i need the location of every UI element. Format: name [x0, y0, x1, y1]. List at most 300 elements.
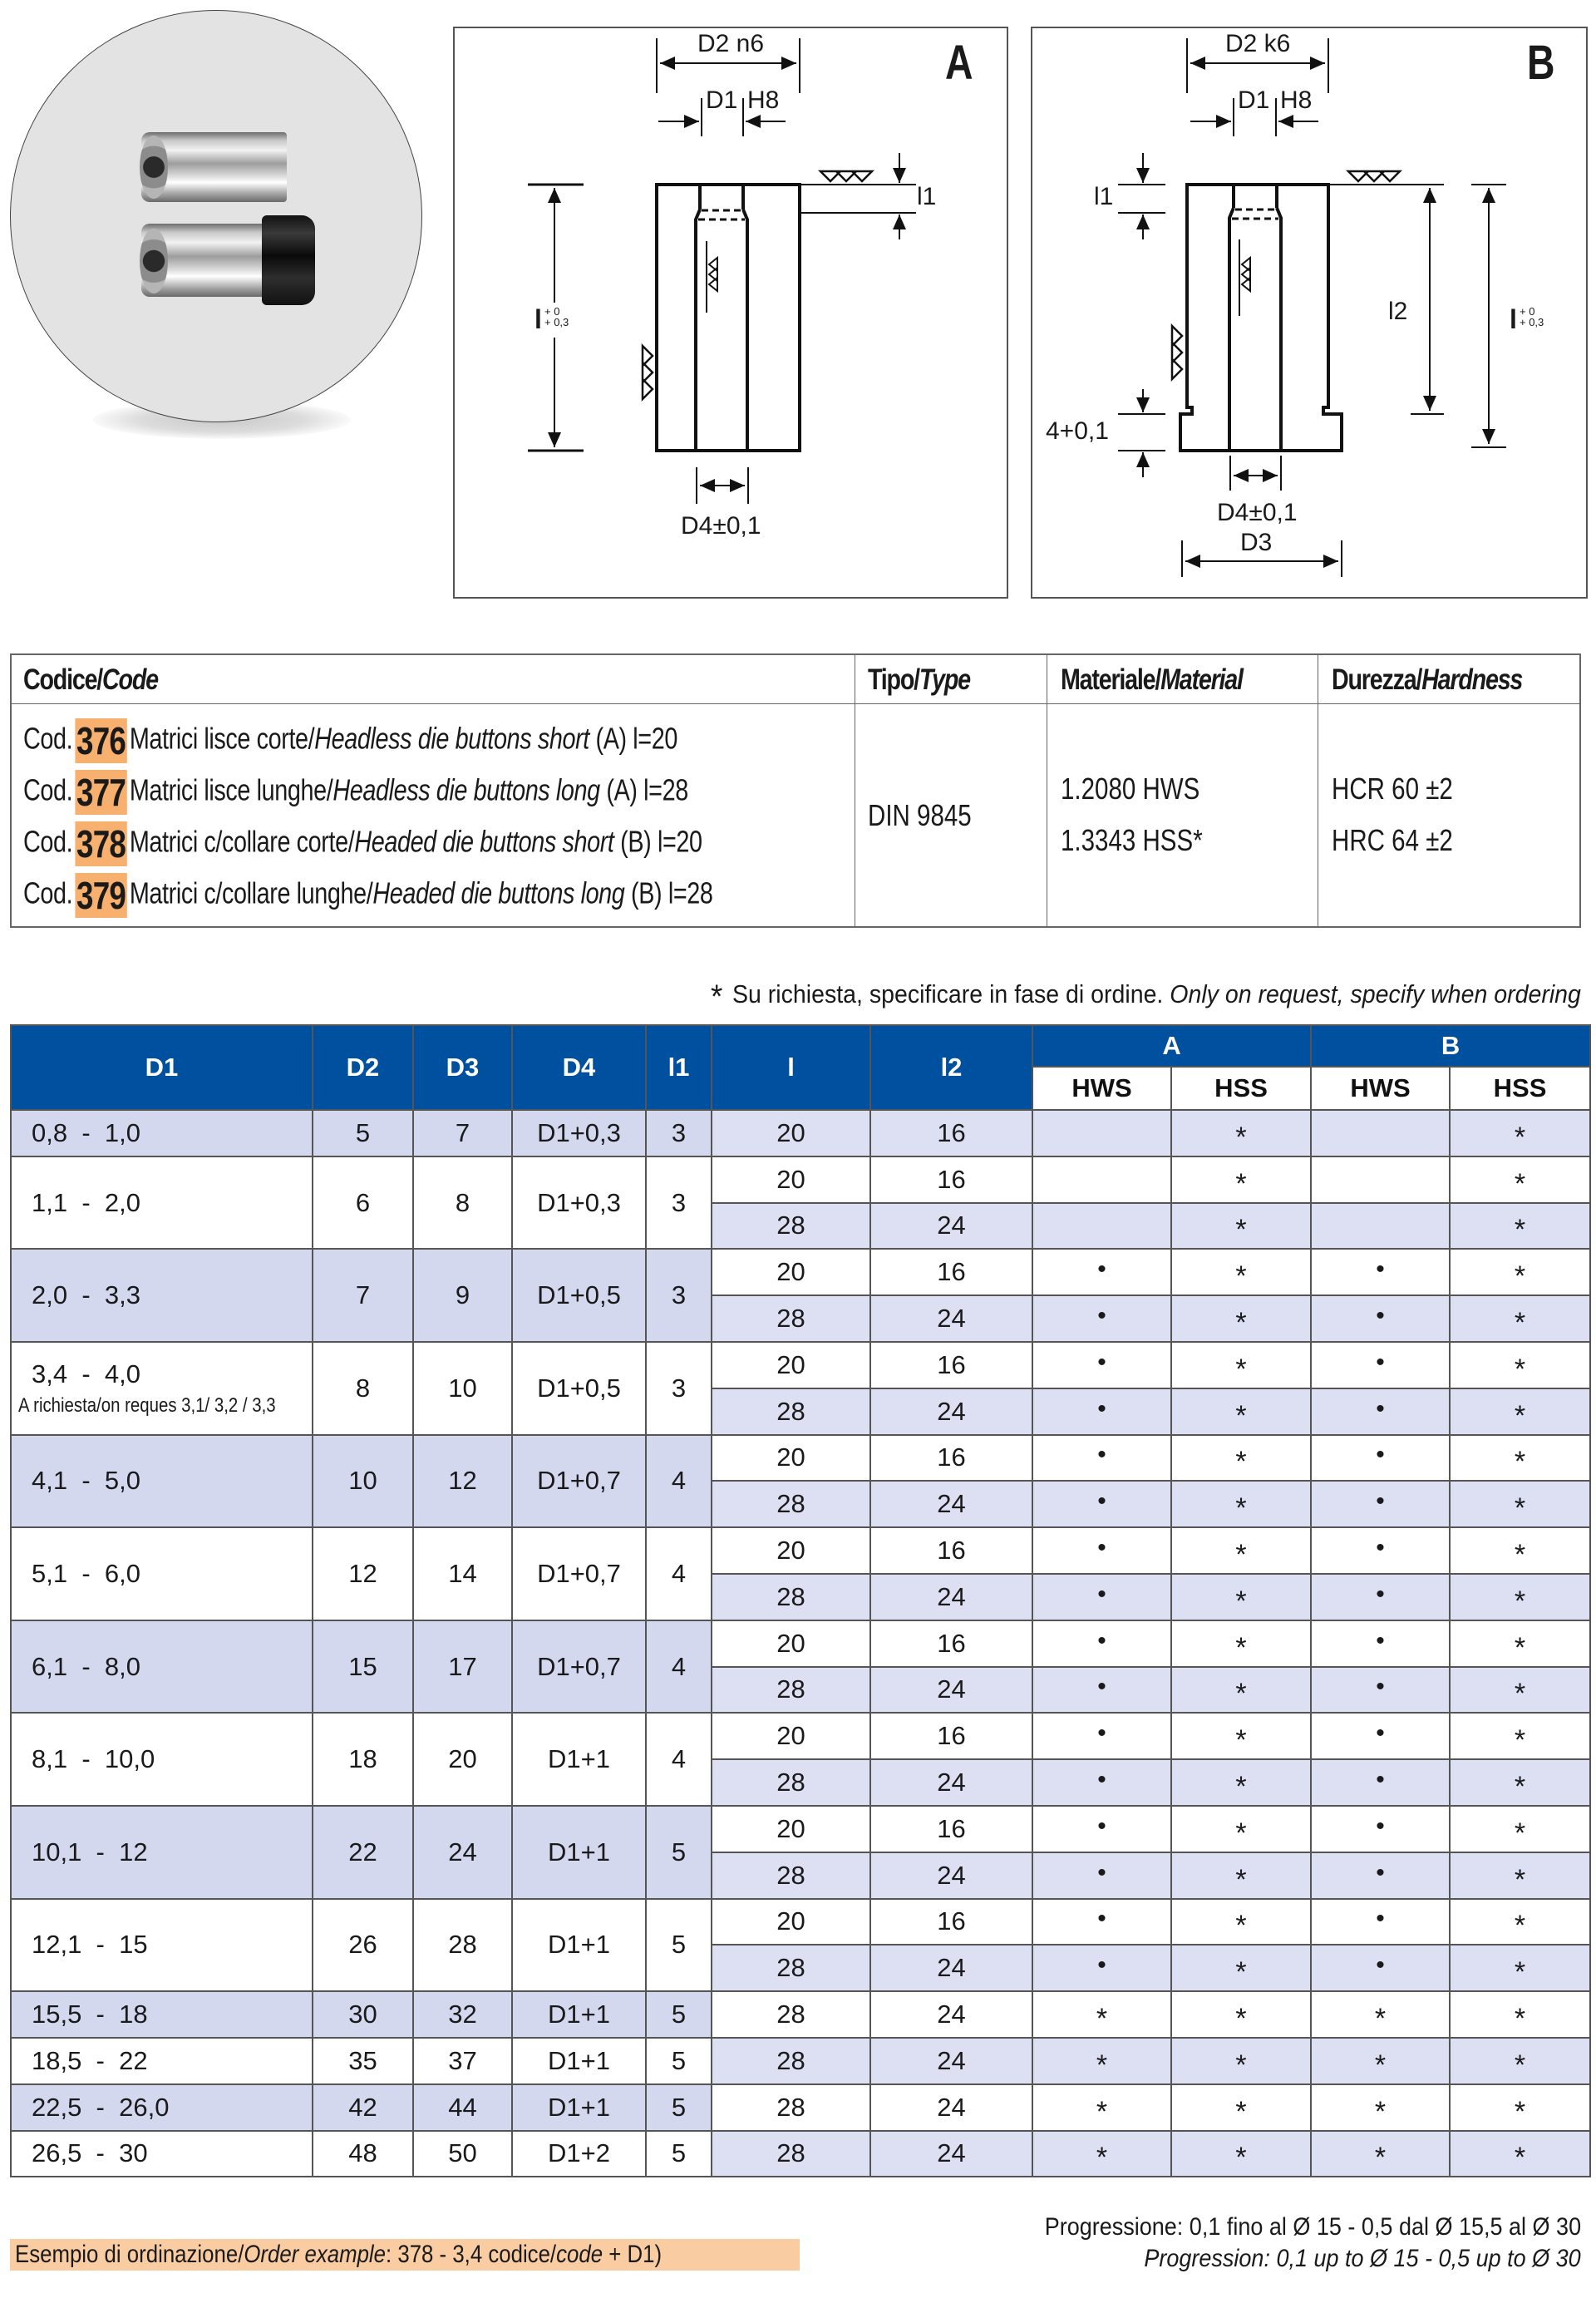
- header-b-hws: HWS: [1311, 1067, 1450, 1110]
- on-request-star-icon: *: [1235, 2049, 1247, 2081]
- on-request-star-icon: *: [1374, 2003, 1387, 2035]
- cell-d3-value: 9: [455, 1280, 470, 1310]
- cell-l1-value: 5: [671, 2000, 687, 2029]
- code-number: 376: [76, 719, 126, 762]
- cell-l2: [870, 1806, 1032, 1852]
- header-d1: D1: [11, 1025, 313, 1110]
- available-dot-icon: •: [1097, 1766, 1106, 1794]
- on-request-star-icon: *: [1235, 1399, 1247, 1432]
- cell-d2-value: 15: [348, 1651, 377, 1681]
- code-suffix: (B) l=20: [620, 824, 702, 859]
- on-request-star-icon: *: [1235, 1167, 1247, 1200]
- cell-d1: [11, 1435, 313, 1528]
- cell-b-hss: [1450, 1388, 1590, 1435]
- cell-b-hws: [1311, 1574, 1450, 1620]
- cell-l: [712, 1295, 870, 1342]
- cell-a-hws: [1032, 1759, 1171, 1806]
- code-desc-it: Matrici lisce corte/: [129, 721, 315, 756]
- cell-a-hss: [1171, 1388, 1311, 1435]
- cell-a-hws: [1032, 2038, 1171, 2084]
- cell-l1-value: 3: [671, 1373, 687, 1403]
- available-dot-icon: •: [1097, 1673, 1106, 1701]
- cell-a-hss: [1171, 1759, 1311, 1806]
- cell-l1-value: 3: [671, 1117, 687, 1147]
- cell-l2: [870, 1759, 1032, 1806]
- header-material-en: Material: [1160, 663, 1243, 696]
- available-dot-icon: •: [1376, 1673, 1385, 1701]
- product-photo: [10, 10, 422, 422]
- cell-d4-value: D1+1: [548, 2092, 610, 2122]
- cell-d4: [512, 1527, 646, 1620]
- cell-value: 24: [937, 2045, 966, 2075]
- on-request-star-icon: *: [1514, 1631, 1526, 1664]
- cell-d4-value: D1+0,5: [537, 1280, 621, 1310]
- cell-a-hws: [1032, 1249, 1171, 1295]
- on-request-star-icon: *: [1514, 1678, 1526, 1710]
- cell-d2-value: 42: [348, 2092, 377, 2122]
- cell-d3: [413, 1110, 512, 1156]
- cell-a-hss: [1171, 2131, 1311, 2177]
- cell-d1: [11, 1156, 313, 1250]
- bore-end-icon: [140, 136, 168, 199]
- on-request-star-icon: *: [1235, 1956, 1247, 1989]
- cell-d4-value: D1+1: [548, 1744, 610, 1774]
- code-row-376: [23, 718, 677, 763]
- cell-l2: [870, 1667, 1032, 1714]
- header-d4: D4: [512, 1025, 646, 1110]
- header-type: [868, 663, 970, 697]
- cell-a-hss: [1171, 1899, 1311, 1945]
- available-dot-icon: •: [1376, 1580, 1385, 1608]
- available-dot-icon: •: [1097, 1487, 1106, 1516]
- cell-a-hws: [1032, 1110, 1171, 1156]
- cell-d2-value: 35: [348, 2045, 377, 2075]
- cell-l1-value: 4: [671, 1744, 687, 1774]
- cell-a-hws: [1032, 1574, 1171, 1620]
- cell-d3: [413, 1620, 512, 1714]
- on-request-star-icon: *: [1235, 1631, 1247, 1664]
- cell-value: 28: [776, 2092, 805, 2122]
- cell-l1-value: 4: [671, 1558, 687, 1588]
- header-type-it: Tipo/: [868, 663, 919, 696]
- tol-bottom: + 0,3: [544, 316, 569, 328]
- cell-value: 28: [776, 1396, 805, 1426]
- cell-value: 28: [776, 1768, 805, 1797]
- cell-d2: [313, 1156, 413, 1250]
- cell-value: 24: [937, 1674, 966, 1704]
- cell-l: [712, 1667, 870, 1714]
- available-dot-icon: •: [1376, 1858, 1385, 1886]
- material-hws: 1.2080 HWS: [1061, 772, 1200, 806]
- cell-b-hss: [1450, 1295, 1590, 1342]
- cell-b-hws: [1311, 1388, 1450, 1435]
- cell-d2: [313, 1713, 413, 1806]
- cell-value: 20: [776, 1721, 805, 1751]
- diagram-a: [453, 27, 1008, 599]
- on-request-star-icon: *: [1374, 2142, 1387, 2174]
- code-suffix: (A) l=20: [595, 721, 677, 756]
- cell-value: 16: [937, 1442, 966, 1472]
- cell-value: 28: [776, 1860, 805, 1890]
- order-example-text: [15, 2239, 662, 2271]
- on-request-star-icon: *: [1235, 1863, 1247, 1896]
- header-divider: [12, 703, 1579, 704]
- cell-d3: [413, 2084, 512, 2131]
- cell-b-hss: [1450, 1574, 1590, 1620]
- footnote: [711, 979, 1581, 1016]
- cell-d2-value: 26: [348, 1930, 377, 1960]
- table-row: [11, 1899, 1590, 1945]
- cell-d3-value: 50: [448, 2138, 477, 2168]
- cell-b-hws: [1311, 1806, 1450, 1852]
- cell-l1: [646, 1156, 712, 1250]
- cell-a-hss: [1171, 1945, 1311, 1991]
- code-desc-it: Matrici lisce lunghe/: [129, 772, 333, 807]
- dim-l-tol: [544, 306, 569, 328]
- cell-d4-value: D1+0,3: [537, 1187, 621, 1217]
- on-request-star-icon: *: [1514, 1910, 1526, 1942]
- tol-top: + 0: [544, 305, 560, 318]
- cell-d2: [313, 2084, 413, 2131]
- cell-d1-value: 15,5 - 18: [32, 2000, 148, 2029]
- on-request-star-icon: *: [1514, 1817, 1526, 1849]
- cell-b-hss: [1450, 2038, 1590, 2084]
- cell-l: [712, 2131, 870, 2177]
- available-dot-icon: •: [1376, 1255, 1385, 1284]
- cell-d1-value: 3,4 - 4,0: [32, 1359, 140, 1388]
- on-request-star-icon: *: [1235, 2003, 1247, 2035]
- cell-d2: [313, 1806, 413, 1899]
- cell-d1: [11, 1899, 313, 1992]
- cell-d1-value: 26,5 - 30: [32, 2138, 148, 2168]
- diagram-b: [1031, 27, 1588, 599]
- cell-l1: [646, 1713, 712, 1806]
- cell-l2: [870, 1945, 1032, 1991]
- cell-b-hss: [1450, 1806, 1590, 1852]
- cell-l: [712, 1342, 870, 1388]
- code-prefix: Cod.: [23, 772, 73, 807]
- cell-l1: [646, 1991, 712, 2038]
- on-request-star-icon: *: [1514, 2049, 1526, 2081]
- cell-d2: [313, 2038, 413, 2084]
- cell-d4-value: D1+0,3: [537, 1117, 621, 1147]
- cell-d1-value: 18,5 - 22: [32, 2045, 148, 2075]
- cell-b-hws: [1311, 1620, 1450, 1667]
- code-number: 378: [76, 822, 126, 865]
- code-row-378: [23, 821, 702, 866]
- cell-b-hws: [1311, 1945, 1450, 1991]
- cell-d1: [11, 1991, 313, 2038]
- cell-b-hss: [1450, 1899, 1590, 1945]
- cell-b-hss: [1450, 1527, 1590, 1574]
- cell-value: 28: [776, 1304, 805, 1334]
- cell-b-hss: [1450, 1481, 1590, 1527]
- cell-d1-value: 22,5 - 26,0: [32, 2092, 170, 2122]
- on-request-star-icon: *: [1235, 1585, 1247, 1617]
- cell-value: 16: [937, 1813, 966, 1843]
- order-example: [10, 2239, 800, 2271]
- available-dot-icon: •: [1376, 1487, 1385, 1516]
- cell-b-hss: [1450, 1203, 1590, 1250]
- header-d2: D2: [313, 1025, 413, 1110]
- dim-l2: l2: [1388, 298, 1408, 325]
- header-code: [23, 663, 158, 697]
- bore-end-icon: [140, 229, 168, 293]
- cell-value: 20: [776, 1164, 805, 1194]
- cell-d4: [512, 1249, 646, 1342]
- cell-d4-value: D1+0,5: [537, 1373, 621, 1403]
- cell-a-hss: [1171, 1249, 1311, 1295]
- cell-d1-value: 0,8 - 1,0: [32, 1117, 140, 1147]
- order-it: Esempio di ordinazione/: [15, 2241, 244, 2268]
- cell-a-hss: [1171, 1991, 1311, 2038]
- cell-b-hws: [1311, 1435, 1450, 1482]
- on-request-star-icon: *: [1514, 1353, 1526, 1385]
- cell-a-hws: [1032, 1295, 1171, 1342]
- cell-b-hss: [1450, 2131, 1590, 2177]
- cell-l: [712, 1203, 870, 1250]
- cell-b-hws: [1311, 1249, 1450, 1295]
- cell-b-hws: [1311, 1203, 1450, 1250]
- available-dot-icon: •: [1376, 1626, 1385, 1654]
- cell-l2: [870, 1249, 1032, 1295]
- cell-b-hss: [1450, 1667, 1590, 1714]
- cell-value: 20: [776, 1257, 805, 1287]
- cell-l2: [870, 1481, 1032, 1527]
- on-request-star-icon: *: [1235, 1678, 1247, 1710]
- dim-l-label: l: [1510, 304, 1517, 334]
- on-request-star-icon: *: [1096, 2142, 1108, 2174]
- on-request-star-icon: *: [1235, 1307, 1247, 1339]
- cell-d3: [413, 1713, 512, 1806]
- progression-en: Progression: 0,1 up to Ø 15 - 0,5 up to Ø 30: [1144, 2245, 1581, 2272]
- header-material: [1061, 663, 1243, 697]
- code-row-379: [23, 873, 712, 918]
- dim-d1: D1: [1238, 86, 1270, 114]
- cell-l1-value: 5: [671, 2045, 687, 2075]
- on-request-star-icon: *: [1514, 1307, 1526, 1339]
- cell-d4-value: D1+0,7: [537, 1466, 621, 1496]
- available-dot-icon: •: [1376, 1812, 1385, 1840]
- cell-value: 24: [937, 1953, 966, 1983]
- table-row: [11, 1435, 1590, 1482]
- cell-l2: [870, 1620, 1032, 1667]
- cell-l1: [646, 1620, 712, 1714]
- cell-a-hss: [1171, 1481, 1311, 1527]
- cell-b-hws: [1311, 1342, 1450, 1388]
- header-l1: l1: [646, 1025, 712, 1110]
- cell-b-hss: [1450, 2084, 1590, 2131]
- cell-b-hws: [1311, 1481, 1450, 1527]
- cell-d2-value: 12: [348, 1558, 377, 1588]
- code-desc-it: Matrici c/collare corte/: [129, 824, 355, 859]
- on-request-star-icon: *: [1514, 1121, 1526, 1153]
- dim-h8: H8: [1280, 86, 1313, 114]
- cell-d3-value: 44: [448, 2092, 477, 2122]
- cell-l: [712, 1156, 870, 1203]
- cell-d4: [512, 1899, 646, 1992]
- cell-value: 16: [937, 1257, 966, 1287]
- table-row: [11, 1249, 1590, 1295]
- cell-l: [712, 1110, 870, 1156]
- cell-b-hws: [1311, 1110, 1450, 1156]
- cell-value: 16: [937, 1628, 966, 1658]
- header-l2: l2: [870, 1025, 1032, 1110]
- on-request-star-icon: *: [1514, 1399, 1526, 1432]
- cell-a-hws: [1032, 1527, 1171, 1574]
- on-request-star-icon: *: [1235, 2095, 1247, 2128]
- cell-d1: [11, 2084, 313, 2131]
- cell-d4: [512, 1342, 646, 1435]
- cell-d3: [413, 1991, 512, 2038]
- header-material-it: Materiale/: [1061, 663, 1161, 696]
- available-dot-icon: •: [1097, 1348, 1106, 1376]
- cell-d3: [413, 1806, 512, 1899]
- cell-value: 28: [776, 1674, 805, 1704]
- cell-value: 20: [776, 1813, 805, 1843]
- cell-a-hss: [1171, 1667, 1311, 1714]
- cell-d2: [313, 1620, 413, 1714]
- available-dot-icon: •: [1097, 1951, 1106, 1980]
- cell-a-hss: [1171, 1342, 1311, 1388]
- cell-l1: [646, 2038, 712, 2084]
- cell-l: [712, 1852, 870, 1899]
- dim-h8: H8: [747, 86, 780, 114]
- cell-a-hss: [1171, 1574, 1311, 1620]
- cell-l1-value: 5: [671, 1930, 687, 1960]
- on-request-star-icon: *: [1235, 2142, 1247, 2174]
- cell-d3-value: 8: [455, 1187, 470, 1217]
- cell-d3-value: 32: [448, 2000, 477, 2029]
- cell-d4-value: D1+2: [548, 2138, 610, 2168]
- collar-image: [262, 215, 315, 305]
- cell-b-hws: [1311, 1991, 1450, 2038]
- cell-d3-value: 17: [448, 1651, 477, 1681]
- cell-d2-value: 10: [348, 1466, 377, 1496]
- available-dot-icon: •: [1097, 1255, 1106, 1284]
- hardness-hss: HRC 64 ±2: [1332, 823, 1453, 857]
- cell-b-hss: [1450, 1991, 1590, 2038]
- on-request-star-icon: *: [1514, 1446, 1526, 1478]
- cell-b-hss: [1450, 1110, 1590, 1156]
- cell-d3: [413, 2131, 512, 2177]
- cell-l1-value: 3: [671, 1187, 687, 1217]
- on-request-star-icon: *: [1235, 1121, 1247, 1153]
- code-desc-en: Headed die buttons long: [372, 875, 625, 910]
- on-request-star-icon: *: [1514, 1260, 1526, 1293]
- cell-a-hss: [1171, 1806, 1311, 1852]
- on-request-star-icon: *: [1514, 1771, 1526, 1803]
- table-row: [11, 1620, 1590, 1667]
- cell-l: [712, 1388, 870, 1435]
- cell-d2: [313, 1110, 413, 1156]
- cell-d2: [313, 1249, 413, 1342]
- cell-l1: [646, 2084, 712, 2131]
- cell-value: 24: [937, 1581, 966, 1611]
- dim-l-tol: [1520, 306, 1544, 328]
- on-request-star-icon: *: [1514, 1863, 1526, 1896]
- cell-value: 16: [937, 1721, 966, 1751]
- cell-d2: [313, 1342, 413, 1435]
- table-row: [11, 1110, 1590, 1156]
- cell-d1: [11, 1249, 313, 1342]
- available-dot-icon: •: [1376, 1302, 1385, 1330]
- cell-d1: [11, 2038, 313, 2084]
- table-row: [11, 1156, 1590, 1203]
- dim-d2: D2 n6: [697, 30, 765, 57]
- cell-d4: [512, 2131, 646, 2177]
- dim-l: [534, 304, 542, 335]
- on-request-star-icon: *: [1514, 1585, 1526, 1617]
- cell-value: 16: [937, 1164, 966, 1194]
- cell-l2: [870, 2038, 1032, 2084]
- dim-d4: D4±0,1: [1217, 499, 1298, 526]
- table-row: [11, 2084, 1590, 2131]
- code-prefix: Cod.: [23, 875, 73, 910]
- cell-a-hws: [1032, 1991, 1171, 2038]
- on-request-star-icon: *: [1514, 1167, 1526, 1200]
- cell-a-hws: [1032, 1435, 1171, 1482]
- cell-a-hws: [1032, 1388, 1171, 1435]
- cell-l: [712, 2084, 870, 2131]
- dim-d3: D3: [1240, 529, 1273, 556]
- on-request-star-icon: *: [1514, 2095, 1526, 2128]
- on-request-star-icon: *: [1514, 2003, 1526, 2035]
- cell-l2: [870, 1852, 1032, 1899]
- cell-d3: [413, 1342, 512, 1435]
- on-request-star-icon: *: [1096, 2003, 1108, 2035]
- table-row: [11, 2038, 1590, 2084]
- cell-d1-value: 10,1 - 12: [32, 1837, 148, 1867]
- cell-d4: [512, 1620, 646, 1714]
- dim-d1: D1: [706, 86, 738, 114]
- header-hardness-it: Durezza/: [1332, 663, 1422, 696]
- on-request-star-icon: *: [1235, 1771, 1247, 1803]
- cell-d2: [313, 1899, 413, 1992]
- cell-l1-value: 5: [671, 1837, 687, 1867]
- cell-l: [712, 1806, 870, 1852]
- cell-a-hws: [1032, 2131, 1171, 2177]
- tol-bottom: + 0,3: [1520, 316, 1544, 328]
- table-row: [11, 1806, 1590, 1852]
- cell-d4-value: D1+1: [548, 1930, 610, 1960]
- cell-d3: [413, 1435, 512, 1528]
- cell-value: 28: [776, 2045, 805, 2075]
- cell-value: 20: [776, 1349, 805, 1379]
- on-request-star-icon: *: [1514, 1724, 1526, 1757]
- order-value: : 378 - 3,4 codice/: [386, 2241, 557, 2268]
- cell-d1: [11, 2131, 313, 2177]
- dim-l-label: l: [534, 304, 542, 334]
- available-dot-icon: •: [1097, 1626, 1106, 1654]
- cell-a-hws: [1032, 1481, 1171, 1527]
- cell-b-hws: [1311, 2131, 1450, 2177]
- cell-l2: [870, 2131, 1032, 2177]
- cell-value: 28: [776, 1211, 805, 1240]
- cell-value: 16: [937, 1906, 966, 1936]
- cell-d1-value: 12,1 - 15: [32, 1930, 148, 1960]
- cell-l2: [870, 1203, 1032, 1250]
- material-hss: 1.3343 HSS*: [1061, 823, 1203, 857]
- code-number: 377: [76, 771, 126, 814]
- on-request-star-icon: *: [1235, 1353, 1247, 1385]
- on-request-star-icon: *: [1514, 1214, 1526, 1246]
- cell-d2: [313, 1527, 413, 1620]
- cell-value: 16: [937, 1349, 966, 1379]
- cell-value: 24: [937, 2000, 966, 2029]
- cell-d3-value: 7: [455, 1117, 470, 1147]
- cell-d2-value: 8: [355, 1373, 371, 1403]
